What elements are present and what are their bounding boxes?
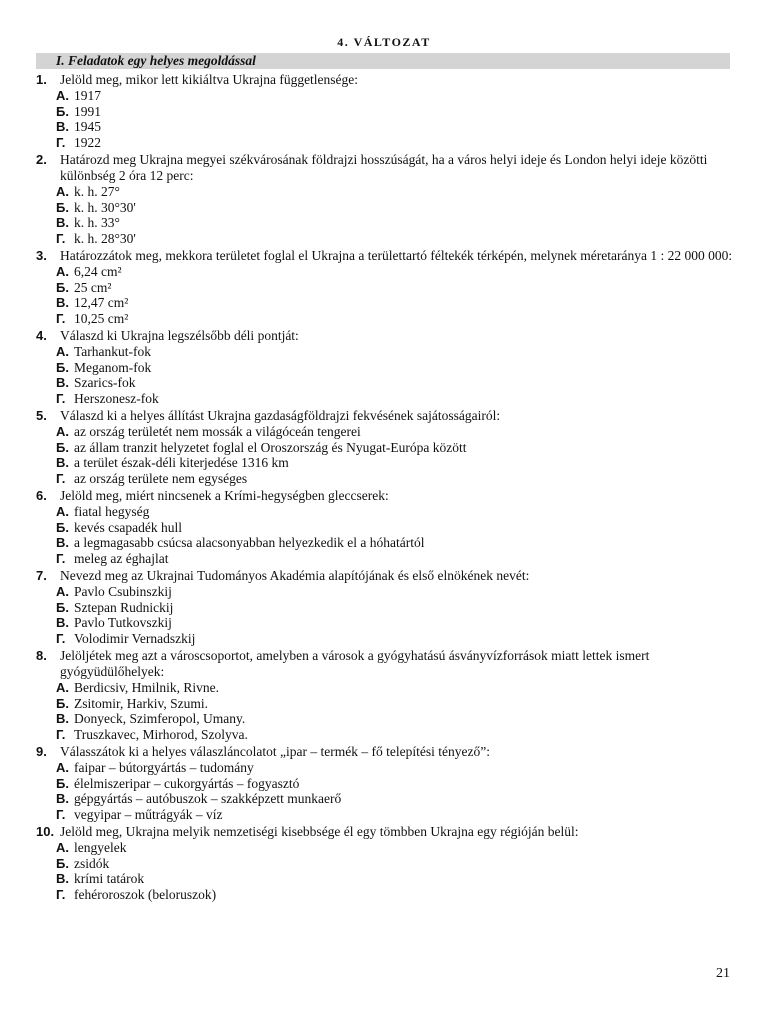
option-text: az ország területét nem mossák a világóceán tengerei bbox=[74, 424, 361, 439]
option-letter: В. bbox=[56, 871, 69, 886]
page-number: 21 bbox=[716, 966, 730, 981]
option-text: Pavlo Csubinszkij bbox=[74, 584, 172, 599]
option-c bbox=[56, 615, 736, 631]
question-6 bbox=[36, 488, 736, 566]
question-number: 6. bbox=[36, 488, 47, 503]
option-letter: Б. bbox=[56, 775, 69, 791]
section-heading: I. Feladatok egy helyes megoldással bbox=[36, 53, 730, 69]
question-1 bbox=[36, 72, 736, 150]
question-7 bbox=[36, 568, 736, 646]
option-text: gépgyártás – autóbuszok – szakképzett munkaerő bbox=[74, 791, 342, 806]
option-b bbox=[56, 440, 736, 456]
option-letter: А. bbox=[56, 264, 69, 279]
option-text: fehéroroszok (beloruszok) bbox=[74, 886, 217, 902]
question-text: Jelöld meg, miért nincsenek a Krími-hegységben gleccserek: bbox=[60, 488, 389, 503]
option-c bbox=[56, 791, 736, 807]
option-text: Pavlo Tutkovszkij bbox=[74, 615, 172, 630]
option-letter: Г. bbox=[56, 550, 66, 566]
question-5 bbox=[36, 408, 736, 486]
question-text: Válaszd ki Ukrajna legszélsőbb déli pontját: bbox=[60, 328, 299, 343]
option-text: Donyeck, Szimferopol, Umany. bbox=[74, 711, 246, 726]
option-text: vegyipar – műtrágyák – víz bbox=[74, 806, 223, 822]
option-c bbox=[56, 871, 736, 887]
option-b bbox=[56, 520, 736, 536]
question-number: 9. bbox=[36, 744, 47, 759]
option-letter: Г. bbox=[56, 630, 66, 646]
option-text: 12,47 cm² bbox=[74, 295, 129, 310]
option-text: kevés csapadék hull bbox=[74, 519, 182, 535]
option-text: 1945 bbox=[74, 119, 101, 134]
option-a bbox=[56, 584, 736, 600]
option-letter: Б. bbox=[56, 695, 69, 711]
option-letter: А. bbox=[56, 424, 69, 439]
option-text: k. h. 33° bbox=[74, 215, 120, 230]
option-d bbox=[56, 391, 736, 407]
option-letter: Г. bbox=[56, 806, 66, 822]
option-text: fiatal hegység bbox=[74, 504, 150, 519]
option-d bbox=[56, 551, 736, 567]
option-b bbox=[56, 104, 736, 120]
option-text: krími tatárok bbox=[74, 871, 145, 886]
option-text: meleg az éghajlat bbox=[74, 550, 169, 566]
option-b bbox=[56, 280, 736, 296]
option-letter: Г. bbox=[56, 726, 66, 742]
option-letter: В. bbox=[56, 791, 69, 806]
question-number: 4. bbox=[36, 328, 47, 343]
question-4 bbox=[36, 328, 736, 406]
question-number: 1. bbox=[36, 72, 47, 87]
option-text: Sztepan Rudnickij bbox=[74, 599, 174, 615]
option-text: a legmagasabb csúcsa alacsonyabban helyezkedik el a hóhatártól bbox=[74, 535, 425, 550]
question-text: Válasszátok ki a helyes válaszláncolatot „ipar – termék – fő telepítési tényező”: bbox=[60, 744, 490, 759]
option-letter: А. bbox=[56, 504, 69, 519]
option-d bbox=[56, 631, 736, 647]
option-a bbox=[56, 344, 736, 360]
option-text: 25 cm² bbox=[74, 279, 112, 295]
option-letter: В. bbox=[56, 119, 69, 134]
option-text: 1922 bbox=[74, 134, 101, 150]
option-letter: Б. bbox=[56, 855, 69, 871]
option-letter: В. bbox=[56, 615, 69, 630]
option-letter: В. bbox=[56, 535, 69, 550]
option-letter: Б. bbox=[56, 279, 69, 295]
option-letter: В. bbox=[56, 295, 69, 310]
question-number: 3. bbox=[36, 248, 47, 263]
question-text: Válaszd ki a helyes állítást Ukrajna gazdaságföldrajzi fekvésének sajátosságairól: bbox=[60, 408, 501, 423]
option-text: faipar – bútorgyártás – tudomány bbox=[74, 760, 254, 775]
option-letter: Г. bbox=[56, 390, 66, 406]
question-2 bbox=[36, 152, 736, 246]
option-letter: В. bbox=[56, 455, 69, 470]
option-text: az állam tranzit helyzetet foglal el Oroszország és Nyugat-Európa között bbox=[74, 439, 467, 455]
option-letter: Б. bbox=[56, 199, 69, 215]
question-text: Jelöljétek meg azt a városcsoportot, amelyben a városok a gyógyhatású ásványvízforrások miatt lettek ismert gyógyüdülőhelyek: bbox=[60, 648, 650, 679]
option-letter: В. bbox=[56, 375, 69, 390]
option-text: 1917 bbox=[74, 88, 101, 103]
option-d bbox=[56, 727, 736, 743]
option-letter: Г. bbox=[56, 134, 66, 150]
option-text: Meganom-fok bbox=[74, 359, 152, 375]
option-text: Berdicsiv, Hmilnik, Rivne. bbox=[74, 680, 219, 695]
question-text: Határozzátok meg, mekkora területet foglal el Ukrajna a területtartó féltekék térképén, melynek méretaránya 1 : 22 000 000: bbox=[60, 248, 733, 263]
option-text: 1991 bbox=[74, 103, 101, 119]
option-text: k. h. 28°30' bbox=[74, 230, 136, 246]
option-c bbox=[56, 295, 736, 311]
option-letter: Б. bbox=[56, 359, 69, 375]
option-text: Truszkavec, Mirhorod, Szolyva. bbox=[74, 726, 248, 742]
option-letter: Г. bbox=[56, 310, 66, 326]
question-9 bbox=[36, 744, 736, 822]
option-b bbox=[56, 600, 736, 616]
option-a bbox=[56, 264, 736, 280]
option-c bbox=[56, 535, 736, 551]
question-list bbox=[36, 72, 736, 904]
option-letter: А. bbox=[56, 680, 69, 695]
option-b bbox=[56, 200, 736, 216]
option-d bbox=[56, 311, 736, 327]
option-b bbox=[56, 360, 736, 376]
question-text: Nevezd meg az Ukrajnai Tudományos Akadémia alapítójának és első elnökének nevét: bbox=[60, 568, 530, 583]
question-number: 5. bbox=[36, 408, 47, 423]
question-number: 7. bbox=[36, 568, 47, 583]
option-text: zsidók bbox=[74, 855, 110, 871]
option-text: Herszonesz-fok bbox=[74, 390, 159, 406]
option-letter: А. bbox=[56, 344, 69, 359]
option-letter: Б. bbox=[56, 599, 69, 615]
option-a bbox=[56, 424, 736, 440]
option-d bbox=[56, 135, 736, 151]
option-c bbox=[56, 375, 736, 391]
option-text: az ország területe nem egységes bbox=[74, 470, 248, 486]
option-letter: В. bbox=[56, 711, 69, 726]
option-letter: Г. bbox=[56, 886, 66, 902]
option-a bbox=[56, 184, 736, 200]
option-letter: А. bbox=[56, 840, 69, 855]
option-b bbox=[56, 776, 736, 792]
option-c bbox=[56, 215, 736, 231]
option-text: lengyelek bbox=[74, 840, 127, 855]
option-text: Tarhankut-fok bbox=[74, 344, 152, 359]
option-a bbox=[56, 840, 736, 856]
option-text: a terület észak-déli kiterjedése 1316 km bbox=[74, 455, 289, 470]
option-c bbox=[56, 455, 736, 471]
option-b bbox=[56, 856, 736, 872]
option-c bbox=[56, 119, 736, 135]
option-letter: В. bbox=[56, 215, 69, 230]
question-text: Jelöld meg, mikor lett kikiáltva Ukrajna függetlensége: bbox=[60, 72, 359, 87]
question-number: 8. bbox=[36, 648, 47, 663]
option-d bbox=[56, 471, 736, 487]
option-letter: А. bbox=[56, 88, 69, 103]
option-letter: А. bbox=[56, 184, 69, 199]
option-letter: Г. bbox=[56, 230, 66, 246]
option-letter: А. bbox=[56, 760, 69, 775]
question-number: 10. bbox=[36, 824, 55, 839]
option-d bbox=[56, 887, 736, 903]
option-text: 6,24 cm² bbox=[74, 264, 122, 279]
option-text: 10,25 cm² bbox=[74, 310, 129, 326]
option-letter: Г. bbox=[56, 470, 66, 486]
option-a bbox=[56, 504, 736, 520]
question-3 bbox=[36, 248, 736, 326]
question-text: Jelöld meg, Ukrajna melyik nemzetiségi kisebbsége él egy tömbben Ukrajna egy régióján belül: bbox=[60, 824, 579, 839]
option-letter: Б. bbox=[56, 103, 69, 119]
question-8 bbox=[36, 648, 736, 742]
option-letter: Б. bbox=[56, 439, 69, 455]
option-letter: Б. bbox=[56, 519, 69, 535]
option-text: Zsitomir, Harkiv, Szumi. bbox=[74, 695, 208, 711]
option-c bbox=[56, 711, 736, 727]
option-b bbox=[56, 696, 736, 712]
option-text: Szarics-fok bbox=[74, 375, 136, 390]
question-number: 2. bbox=[36, 152, 47, 167]
option-a bbox=[56, 88, 736, 104]
option-d bbox=[56, 231, 736, 247]
option-text: Volodimir Vernadszkij bbox=[74, 630, 196, 646]
option-text: élelmiszeripar – cukorgyártás – fogyasztó bbox=[74, 775, 300, 791]
option-d bbox=[56, 807, 736, 823]
option-text: k. h. 27° bbox=[74, 184, 120, 199]
question-text: Határozd meg Ukrajna megyei székvárosának földrajzi hosszúságát, ha a város helyi ideje és London helyi ideje közötti különbség 2 óra 12 perc: bbox=[60, 152, 708, 183]
question-10 bbox=[36, 824, 736, 902]
variant-title: 4. VÁLTOZAT bbox=[337, 35, 431, 49]
option-a bbox=[56, 680, 736, 696]
option-letter: А. bbox=[56, 584, 69, 599]
option-a bbox=[56, 760, 736, 776]
option-text: k. h. 30°30' bbox=[74, 199, 136, 215]
